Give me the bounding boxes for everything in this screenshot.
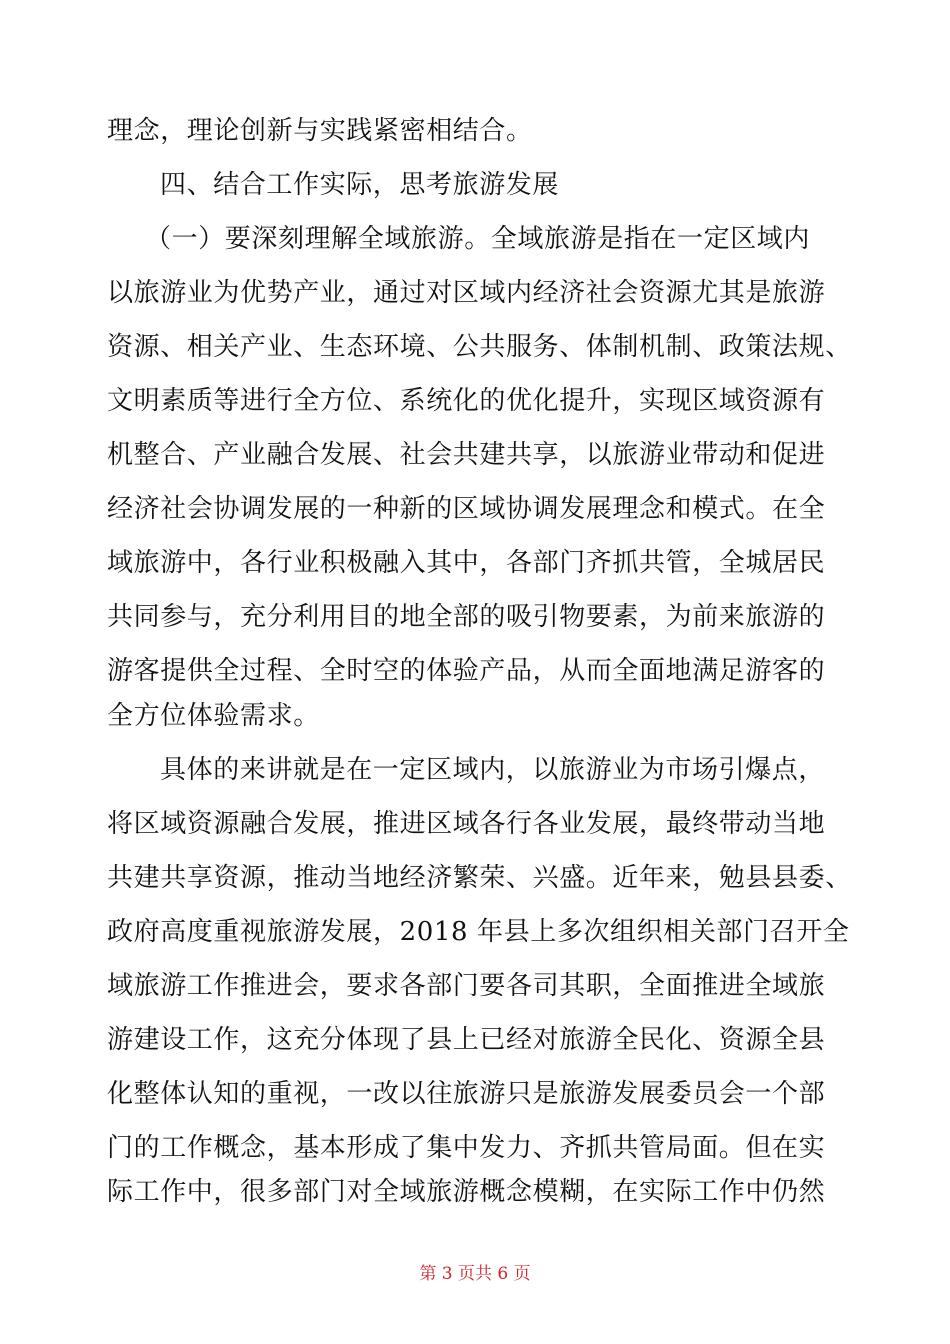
text-line: 政府高度重视旅游发展，2018 年县上多次组织相关部门召开全 <box>107 917 850 947</box>
text-line: 化整体认知的重视，一改以往旅游只是旅游发展委员会一个部 <box>107 1079 826 1109</box>
section-heading: 四、结合工作实际，思考旅游发展 <box>160 170 560 200</box>
text-line: 域旅游工作推进会，要求各部门要各司其职，全面推进全域旅 <box>107 971 826 1001</box>
text-line: 域旅游中，各行业积极融入其中，各部门齐抓共管，全城居民 <box>107 548 826 578</box>
text-line: 全方位体验需求。 <box>107 701 320 731</box>
text-line: 将区域资源融合发展，推进区域各行各业发展，最终带动当地 <box>107 809 826 839</box>
paragraph-first-line: 具体的来讲就是在一定区域内，以旅游业为市场引爆点， <box>160 755 826 785</box>
text-line: 以旅游业为优势产业，通过对区域内经济社会资源尤其是旅游 <box>107 278 826 308</box>
text-line: 共建共享资源，推动当地经济繁荣、兴盛。近年来，勉县县委、 <box>107 863 852 893</box>
text-line: 经济社会协调发展的一种新的区域协调发展理念和模式。在全 <box>107 494 826 524</box>
paragraph-first-line: （一）要深刻理解全域旅游。全域旅游是指在一定区域内 <box>145 224 811 254</box>
text-line: 机整合、产业融合发展、社会共建共享，以旅游业带动和促进 <box>107 440 826 470</box>
text-line: 共同参与，充分利用目的地全部的吸引物要素，为前来旅游的 <box>107 602 826 632</box>
text-line: 游建设工作，这充分体现了县上已经对旅游全民化、资源全县 <box>107 1025 826 1055</box>
page-number-footer: 第 3 页共 6 页 <box>419 1264 531 1284</box>
text-line: 门的工作概念，基本形成了集中发力、齐抓共管局面。但在实 <box>107 1133 826 1163</box>
text-line: 游客提供全过程、全时空的体验产品，从而全面地满足游客的 <box>107 656 826 686</box>
text-line: 理念，理论创新与实践紧密相结合。 <box>107 116 533 146</box>
text-line: 际工作中，很多部门对全域旅游概念模糊，在实际工作中仍然 <box>107 1177 826 1207</box>
text-line: 资源、相关产业、生态环境、公共服务、体制机制、政策法规、 <box>107 332 852 362</box>
text-line: 文明素质等进行全方位、系统化的优化提升，实现区域资源有 <box>107 386 826 416</box>
